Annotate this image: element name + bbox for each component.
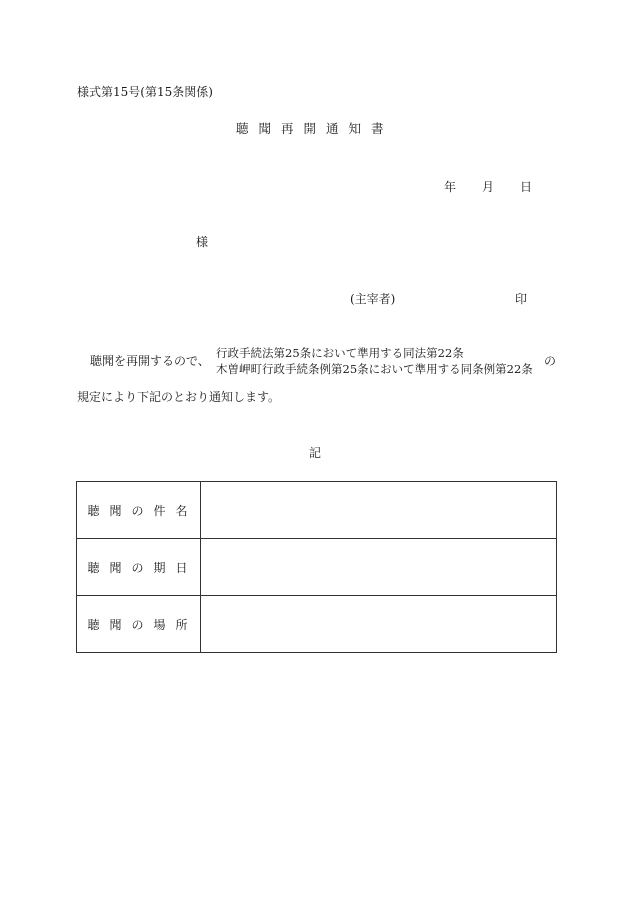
organizer-label: (主宰者)	[350, 292, 396, 306]
hearing-date-label: 聴聞の期日	[77, 539, 201, 596]
table-row	[77, 596, 557, 653]
date-year-label: 年	[444, 180, 457, 194]
ki-heading: 記	[309, 446, 322, 460]
hearing-place-label: 聴聞の場所	[77, 596, 201, 653]
addressee-suffix: 様	[196, 235, 209, 249]
seal-mark: 印	[515, 292, 528, 306]
law-option-national: 行政手続法第25条において準用する同法第22条	[216, 346, 464, 360]
hearing-subject-field[interactable]	[201, 482, 557, 539]
hearing-date-field[interactable]	[201, 539, 557, 596]
table-row	[77, 482, 557, 539]
hearing-details-table	[76, 481, 557, 653]
form-number: 様式第15号(第15条関係)	[77, 85, 213, 99]
date-line	[444, 181, 532, 193]
date-day-label: 日	[520, 180, 533, 194]
body-tail-text: の	[544, 354, 557, 368]
hearing-place-field[interactable]	[201, 596, 557, 653]
body-second-line: 規定により下記のとおり通知します。	[77, 390, 281, 404]
hearing-subject-label: 聴聞の件名	[77, 482, 201, 539]
table-row	[77, 539, 557, 596]
body-lead-text: 聴聞を再開するので、	[90, 354, 210, 368]
date-month-label: 月	[482, 180, 495, 194]
law-option-town-ordinance: 木曽岬町行政手続条例第25条において準用する同条例第22条	[216, 362, 533, 376]
document-title: 聴聞再開通知書	[236, 121, 394, 136]
